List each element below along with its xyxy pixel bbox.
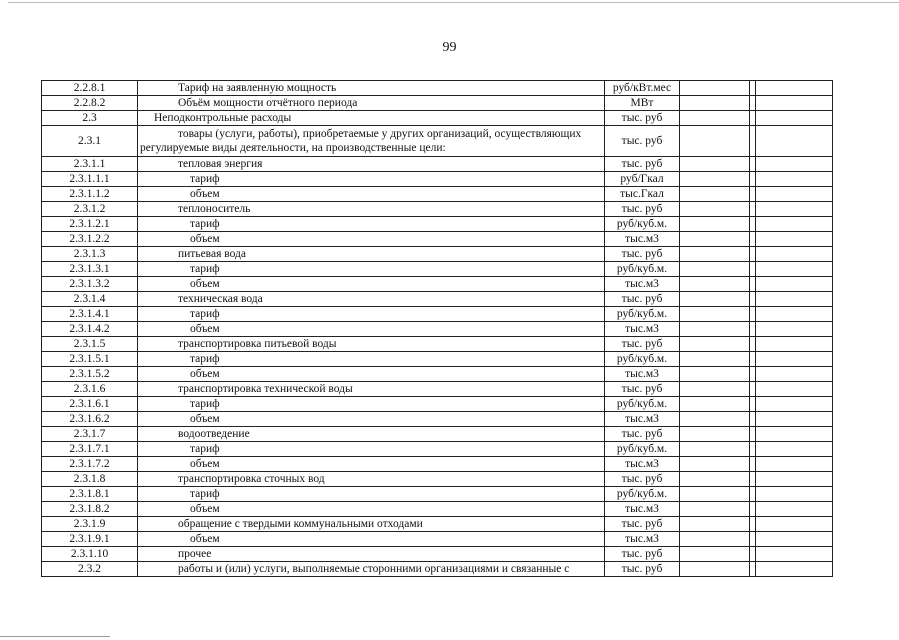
empty-cell xyxy=(756,187,833,202)
empty-cell xyxy=(680,562,750,577)
table-row xyxy=(42,111,833,126)
empty-cell xyxy=(756,247,833,262)
row-code: 2.3.1.5.2 xyxy=(42,367,138,382)
table-row xyxy=(42,187,833,202)
table-row xyxy=(42,126,833,157)
empty-cell xyxy=(680,382,750,397)
row-code: 2.3.1.6.1 xyxy=(42,397,138,412)
row-code: 2.3.1.5 xyxy=(42,337,138,352)
table-row xyxy=(42,427,833,442)
row-code: 2.3.1.6.2 xyxy=(42,412,138,427)
empty-cell xyxy=(756,427,833,442)
empty-cell xyxy=(756,111,833,126)
empty-cell xyxy=(756,457,833,472)
table-row xyxy=(42,547,833,562)
empty-cell xyxy=(756,172,833,187)
empty-cell xyxy=(756,126,833,157)
row-name: транспортировка сточных вод xyxy=(138,472,605,487)
table-row xyxy=(42,157,833,172)
row-name: объем xyxy=(138,412,605,427)
empty-cell xyxy=(756,367,833,382)
top-edge-line xyxy=(8,2,899,3)
row-unit: руб/куб.м. xyxy=(605,487,680,502)
empty-cell xyxy=(756,292,833,307)
empty-cell xyxy=(756,442,833,457)
row-name: объем xyxy=(138,532,605,547)
row-unit: руб/куб.м. xyxy=(605,397,680,412)
table-row xyxy=(42,217,833,232)
empty-cell xyxy=(680,111,750,126)
empty-cell xyxy=(680,547,750,562)
empty-cell xyxy=(756,502,833,517)
empty-cell xyxy=(756,217,833,232)
row-name xyxy=(138,126,605,157)
table-row xyxy=(42,232,833,247)
table-row xyxy=(42,277,833,292)
table-row xyxy=(42,367,833,382)
row-unit: тыс.Гкал xyxy=(605,187,680,202)
empty-cell xyxy=(756,262,833,277)
empty-cell xyxy=(680,217,750,232)
empty-cell xyxy=(756,157,833,172)
table-row xyxy=(42,457,833,472)
table-row xyxy=(42,442,833,457)
empty-cell xyxy=(680,502,750,517)
row-unit: тыс. руб xyxy=(605,427,680,442)
row-name: тариф xyxy=(138,172,605,187)
empty-cell xyxy=(680,277,750,292)
empty-cell xyxy=(680,337,750,352)
row-name: Неподконтрольные расходы xyxy=(138,111,605,126)
row-unit: руб/куб.м. xyxy=(605,352,680,367)
empty-cell xyxy=(680,352,750,367)
row-unit: руб/Гкал xyxy=(605,172,680,187)
empty-cell xyxy=(680,262,750,277)
row-code: 2.3.1.4.2 xyxy=(42,322,138,337)
empty-cell xyxy=(680,412,750,427)
row-code: 2.3.1.9 xyxy=(42,517,138,532)
empty-cell xyxy=(680,81,750,96)
row-unit: тыс.м3 xyxy=(605,322,680,337)
row-name: тариф xyxy=(138,487,605,502)
empty-cell xyxy=(680,232,750,247)
row-name: объем xyxy=(138,187,605,202)
row-name: объем xyxy=(138,232,605,247)
empty-cell xyxy=(680,532,750,547)
row-code: 2.3.1.4 xyxy=(42,292,138,307)
empty-cell xyxy=(756,81,833,96)
empty-cell xyxy=(680,367,750,382)
empty-cell xyxy=(756,547,833,562)
row-name: тариф xyxy=(138,442,605,457)
row-unit: тыс. руб xyxy=(605,337,680,352)
empty-cell xyxy=(756,96,833,111)
row-unit: тыс.м3 xyxy=(605,457,680,472)
table-row xyxy=(42,247,833,262)
row-code: 2.2.8.1 xyxy=(42,81,138,96)
row-unit: тыс. руб xyxy=(605,202,680,217)
empty-cell xyxy=(680,307,750,322)
row-name: работы и (или) услуги, выполняемые сторонними организациями и связанные с xyxy=(138,562,605,577)
table-body xyxy=(42,81,833,577)
row-code: 2.3.1.3 xyxy=(42,247,138,262)
empty-cell xyxy=(680,96,750,111)
empty-cell xyxy=(680,172,750,187)
row-unit: тыс.м3 xyxy=(605,277,680,292)
empty-cell xyxy=(756,382,833,397)
table-row xyxy=(42,81,833,96)
row-code: 2.3.1.6 xyxy=(42,382,138,397)
bottom-edge-line xyxy=(0,636,110,637)
empty-cell xyxy=(756,487,833,502)
row-name: тариф xyxy=(138,397,605,412)
empty-cell xyxy=(756,532,833,547)
empty-cell xyxy=(680,157,750,172)
row-code: 2.3.1.9.1 xyxy=(42,532,138,547)
row-unit: тыс. руб xyxy=(605,247,680,262)
row-unit: МВт xyxy=(605,96,680,111)
row-name: Объём мощности отчётного периода xyxy=(138,96,605,111)
row-code: 2.3.2 xyxy=(42,562,138,577)
row-code: 2.3.1.7.2 xyxy=(42,457,138,472)
page-number: 99 xyxy=(442,40,457,55)
row-unit: руб/куб.м. xyxy=(605,442,680,457)
row-unit: руб/куб.м. xyxy=(605,217,680,232)
row-code: 2.3.1.1.1 xyxy=(42,172,138,187)
row-unit: тыс. руб xyxy=(605,111,680,126)
row-code: 2.3 xyxy=(42,111,138,126)
table-row xyxy=(42,472,833,487)
table-row xyxy=(42,532,833,547)
row-name: прочее xyxy=(138,547,605,562)
empty-cell xyxy=(680,427,750,442)
empty-cell xyxy=(680,457,750,472)
row-name-text: товары (услуги, работы), приобретаемые у других организаций, осуществляющих регулируемые виды деятельности, на производственные цели: xyxy=(140,128,582,154)
empty-cell xyxy=(680,292,750,307)
table-row xyxy=(42,96,833,111)
empty-cell xyxy=(680,187,750,202)
empty-cell xyxy=(756,307,833,322)
row-name: объем xyxy=(138,322,605,337)
row-name: объем xyxy=(138,367,605,382)
row-name: водоотведение xyxy=(138,427,605,442)
empty-cell xyxy=(756,202,833,217)
row-code: 2.2.8.2 xyxy=(42,96,138,111)
row-name: обращение с твердыми коммунальными отходами xyxy=(138,517,605,532)
row-name: объем xyxy=(138,277,605,292)
row-name: теплоноситель xyxy=(138,202,605,217)
row-name: объем xyxy=(138,457,605,472)
row-name: тариф xyxy=(138,262,605,277)
table-row xyxy=(42,262,833,277)
table-row xyxy=(42,382,833,397)
empty-cell xyxy=(756,397,833,412)
row-code: 2.3.1.3.2 xyxy=(42,277,138,292)
row-unit: руб/кВт.мес xyxy=(605,81,680,96)
table-row xyxy=(42,517,833,532)
empty-cell xyxy=(756,517,833,532)
table-row xyxy=(42,322,833,337)
row-code: 2.3.1.1.2 xyxy=(42,187,138,202)
tariff-table xyxy=(41,80,833,577)
table-row xyxy=(42,172,833,187)
table-row xyxy=(42,307,833,322)
row-unit: тыс. руб xyxy=(605,517,680,532)
table-row xyxy=(42,292,833,307)
row-name: тариф xyxy=(138,217,605,232)
table-row xyxy=(42,352,833,367)
empty-cell xyxy=(680,126,750,157)
empty-cell xyxy=(756,562,833,577)
empty-cell xyxy=(680,442,750,457)
row-unit: тыс. руб xyxy=(605,157,680,172)
empty-cell xyxy=(680,397,750,412)
table-row xyxy=(42,502,833,517)
row-code: 2.3.1.4.1 xyxy=(42,307,138,322)
row-unit: тыс. руб xyxy=(605,126,680,157)
row-code: 2.3.1.8.2 xyxy=(42,502,138,517)
row-code: 2.3.1.1 xyxy=(42,157,138,172)
row-name: тепловая энергия xyxy=(138,157,605,172)
empty-cell xyxy=(756,322,833,337)
row-code: 2.3.1.5.1 xyxy=(42,352,138,367)
table-row xyxy=(42,202,833,217)
table-row xyxy=(42,397,833,412)
row-unit: тыс.м3 xyxy=(605,532,680,547)
empty-cell xyxy=(680,202,750,217)
row-code: 2.3.1.7 xyxy=(42,427,138,442)
empty-cell xyxy=(756,232,833,247)
row-name: тариф xyxy=(138,307,605,322)
row-unit: тыс. руб xyxy=(605,562,680,577)
row-name: транспортировка технической воды xyxy=(138,382,605,397)
table-row xyxy=(42,562,833,577)
row-name: объем xyxy=(138,502,605,517)
row-unit: руб/куб.м. xyxy=(605,307,680,322)
row-name: Тариф на заявленную мощность xyxy=(138,81,605,96)
row-code: 2.3.1.3.1 xyxy=(42,262,138,277)
empty-cell xyxy=(680,322,750,337)
table-row xyxy=(42,337,833,352)
row-code: 2.3.1 xyxy=(42,126,138,157)
row-unit: тыс. руб xyxy=(605,292,680,307)
row-unit: тыс. руб xyxy=(605,547,680,562)
empty-cell xyxy=(756,277,833,292)
row-name: тариф xyxy=(138,352,605,367)
empty-cell xyxy=(680,487,750,502)
row-code: 2.3.1.2.1 xyxy=(42,217,138,232)
row-unit: тыс.м3 xyxy=(605,367,680,382)
empty-cell xyxy=(756,337,833,352)
row-name: транспортировка питьевой воды xyxy=(138,337,605,352)
row-name: питьевая вода xyxy=(138,247,605,262)
empty-cell xyxy=(680,517,750,532)
row-code: 2.3.1.10 xyxy=(42,547,138,562)
empty-cell xyxy=(680,247,750,262)
empty-cell xyxy=(680,472,750,487)
row-unit: тыс. руб xyxy=(605,382,680,397)
table-row xyxy=(42,487,833,502)
row-unit: тыс.м3 xyxy=(605,502,680,517)
empty-cell xyxy=(756,352,833,367)
row-name: техническая вода xyxy=(138,292,605,307)
row-code: 2.3.1.8.1 xyxy=(42,487,138,502)
row-unit: тыс.м3 xyxy=(605,232,680,247)
row-unit: тыс. руб xyxy=(605,472,680,487)
row-unit: тыс.м3 xyxy=(605,412,680,427)
table-row xyxy=(42,412,833,427)
row-code: 2.3.1.7.1 xyxy=(42,442,138,457)
row-unit: руб/куб.м. xyxy=(605,262,680,277)
empty-cell xyxy=(756,472,833,487)
row-code: 2.3.1.2 xyxy=(42,202,138,217)
empty-cell xyxy=(756,412,833,427)
row-code: 2.3.1.8 xyxy=(42,472,138,487)
row-code: 2.3.1.2.2 xyxy=(42,232,138,247)
